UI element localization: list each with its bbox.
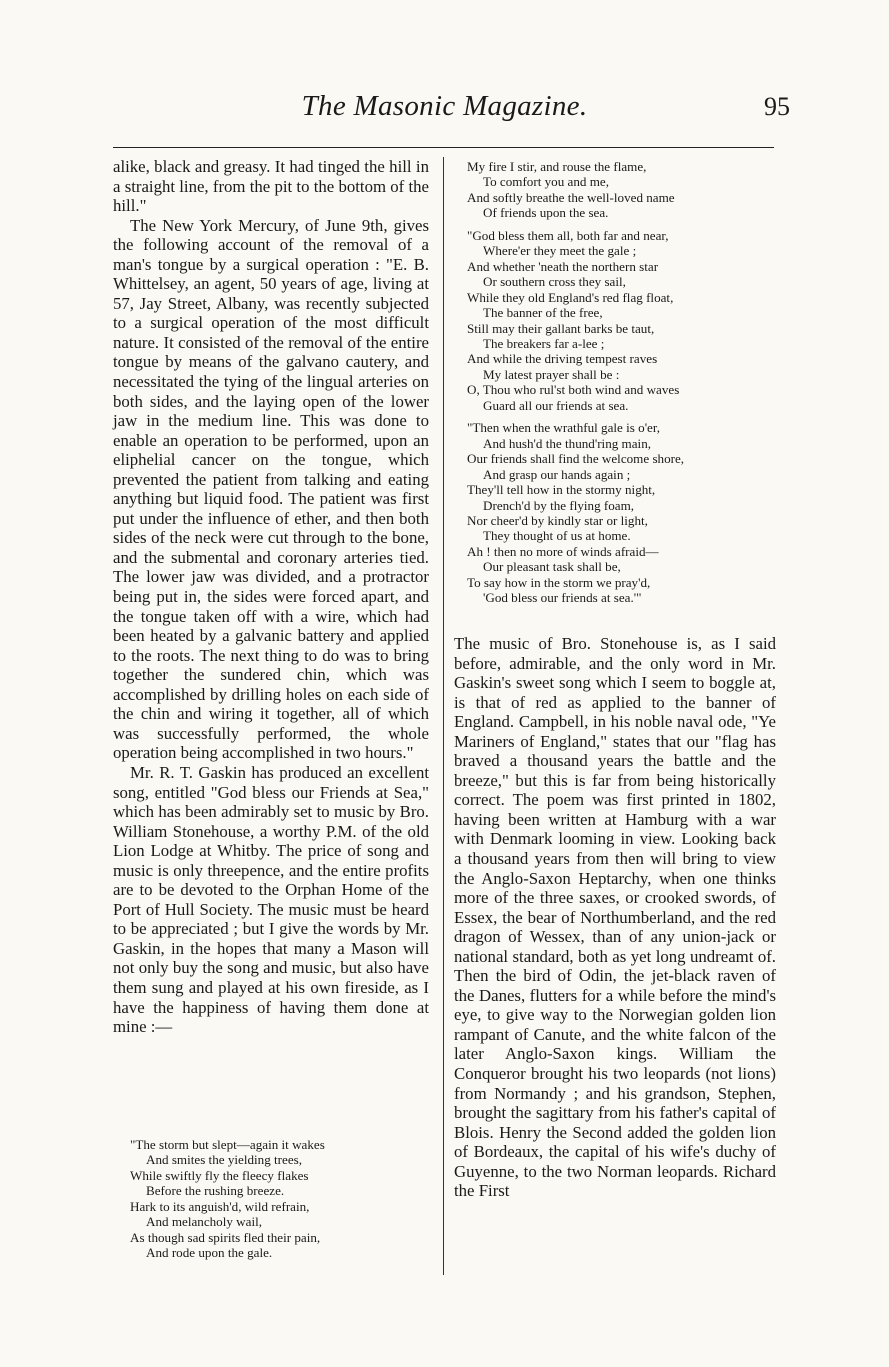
header-rule bbox=[113, 147, 774, 148]
verse-line: While swiftly fly the fleecy flakes bbox=[130, 1167, 309, 1183]
verse-line: And hush'd the thund'ring main, bbox=[483, 435, 652, 451]
left-column bbox=[113, 157, 429, 1037]
verse-line: Ah ! then no more of winds afraid— bbox=[467, 543, 659, 559]
verse-line: And whether 'neath the northern star bbox=[467, 258, 659, 274]
verse-line: And softly breathe the well-loved name bbox=[467, 189, 675, 205]
verse-line: Drench'd by the flying foam, bbox=[483, 497, 635, 513]
left-verse bbox=[130, 1137, 430, 1261]
verse-stanza bbox=[130, 1137, 430, 1261]
verse-stanza bbox=[467, 228, 777, 413]
verse-line: "Then when the wrathful gale is o'er, bbox=[467, 420, 660, 436]
verse-line: "The storm but slept—again it wakes bbox=[130, 1137, 325, 1152]
verse-line: Or southern cross they sail, bbox=[483, 274, 626, 290]
right-verse bbox=[467, 159, 777, 606]
verse-line: And melancholy wail, bbox=[146, 1214, 262, 1230]
verse-line: To say how in the storm we pray'd, bbox=[467, 574, 651, 590]
verse-line: The breakers far a-lee ; bbox=[483, 335, 605, 351]
verse-line: Where'er they meet the gale ; bbox=[483, 243, 637, 259]
verse-line: And rode upon the gale. bbox=[146, 1245, 273, 1261]
verse-line: They'll tell how in the stormy night, bbox=[467, 482, 656, 498]
verse-line: "God bless them all, both far and near, bbox=[467, 227, 669, 243]
verse-line: O, Thou who rul'st both wind and waves bbox=[467, 382, 680, 398]
verse-line: Guard all our friends at sea. bbox=[483, 397, 629, 413]
verse-line: While they old England's red flag float, bbox=[467, 289, 674, 305]
verse-line: They thought of us at home. bbox=[483, 528, 631, 544]
left-paragraph-2: The New York Mercury, of June 9th, gives the following account of the removal of a man's tongue by a surgical operation : "E. B. Whittelsey, an agent, 50 years of age, living at 57, Jay Street, Albany, was recently subjected to a surgical operation of the most difficult nature. It consisted of the removal of the entire tongue by means of the galvano cautery, and necessitated the tying of the lingual arteries on both sides, and the laying open of the lower jaw in the medium line. This was done to enable an operation to be performed, upon an eliphelial cancer on the tongue, which prevented the patient from talking and eating anything but liquid food. The patient was first put under the influence of ether, and then both sides of the neck were cut through to the bone, and the submental and coronary arteries tied. The lower jaw was divided, and a protractor being put in, the sides were forced apart, and the tongue taken off with a wire, which had been heated by a galvanic battery and applied to the roots. The next thing to do was to bring together the sundered chin, which was accomplished by drilling holes on each side of the chin and wiring it together, all of which was successfully performed, the whole operation being accomplished in two hours." bbox=[113, 215, 429, 763]
verse-line: The banner of the free, bbox=[483, 305, 603, 321]
page-number: 95 bbox=[764, 92, 790, 121]
verse-line: And while the driving tempest raves bbox=[467, 351, 658, 367]
running-head bbox=[0, 90, 889, 130]
verse-line: Still may their gallant barks be taut, bbox=[467, 320, 655, 336]
verse-line: Before the rushing breeze. bbox=[146, 1183, 285, 1199]
verse-line: My fire I stir, and rouse the flame, bbox=[467, 159, 647, 174]
verse-line: My latest prayer shall be : bbox=[483, 366, 620, 382]
verse-line: As though sad spirits fled their pain, bbox=[130, 1229, 321, 1245]
verse-line: And grasp our hands again ; bbox=[483, 466, 631, 482]
right-paragraph-1: The music of Bro. Stonehouse is, as I said before, admirable, and the only word in Mr. Gaskin's sweet song which I seem to boggle at, is that of red as applied to the banner of England. Campbell, in his noble naval ode, "Ye Mariners of England," states that our "flag has braved a thousand years the battle and the breeze," but this is far from being historically correct. The poem was first printed in 1802, having been written at Hamburg with a war with Denmark looming in view. Looking back a thousand years from then will bring to view the Anglo-Saxon Heptarchy, when one thinks more of the three saxes, or crooked swords, of Essex, the bear of Northumberland, and the red dragon of Wessex, than of any union-jack or national standard, both as yet long undreamt of. Then the bird of Odin, the jet-black raven of the Danes, flutters for a while before the mind's eye, to give way to the Norwegian golden lion rampant of Canute, and the white falcon of the later Anglo-Saxon kings. William the Conqueror brought his two leopards (not lions) from Normandy ; and his grandson, Stephen, brought the sagittary from his father's capital of Blois. Henry the Second added the golden lion of Bordeaux, the capital of his wife's duchy of Guyenne, to the two Norman leopards. Richard the First bbox=[454, 634, 776, 1201]
verse-stanza bbox=[467, 159, 777, 221]
verse-line: 'God bless our friends at sea.'" bbox=[483, 590, 642, 606]
verse-stanza bbox=[467, 420, 777, 605]
left-paragraph-1: alike, black and greasy. It had tinged the hill in a straight line, from the pit to the bottom of the hill." bbox=[113, 157, 429, 216]
verse-line: Our pleasant task shall be, bbox=[483, 559, 621, 575]
verse-line: Hark to its anguish'd, wild refrain, bbox=[130, 1198, 310, 1214]
running-title: The Masonic Magazine. bbox=[301, 90, 588, 122]
column-divider bbox=[443, 157, 444, 1275]
verse-line: Nor cheer'd by kindly star or light, bbox=[467, 512, 648, 528]
verse-line: Of friends upon the sea. bbox=[483, 205, 609, 221]
right-column bbox=[454, 634, 776, 1201]
verse-line: To comfort you and me, bbox=[483, 174, 609, 190]
verse-line: And smites the yielding trees, bbox=[146, 1152, 303, 1168]
left-paragraph-3: Mr. R. T. Gaskin has produced an excellent song, entitled "God bless our Friends at Sea," which has been admirably set to music by Bro. William Stonehouse, a worthy P.M. of the old Lion Lodge at Whitby. The price of song and music is only threepence, and the entire profits are to be devoted to the Orphan Home of the Port of Hull Society. The music must be heard to be appreciated ; but I give the words by Mr. Gaskin, in the hopes that many a Mason will not only buy the song and music, but also have them sung and played at his own fireside, as I have the happiness of having them done at mine :— bbox=[113, 762, 429, 1037]
verse-line: Our friends shall find the welcome shore, bbox=[467, 451, 685, 467]
